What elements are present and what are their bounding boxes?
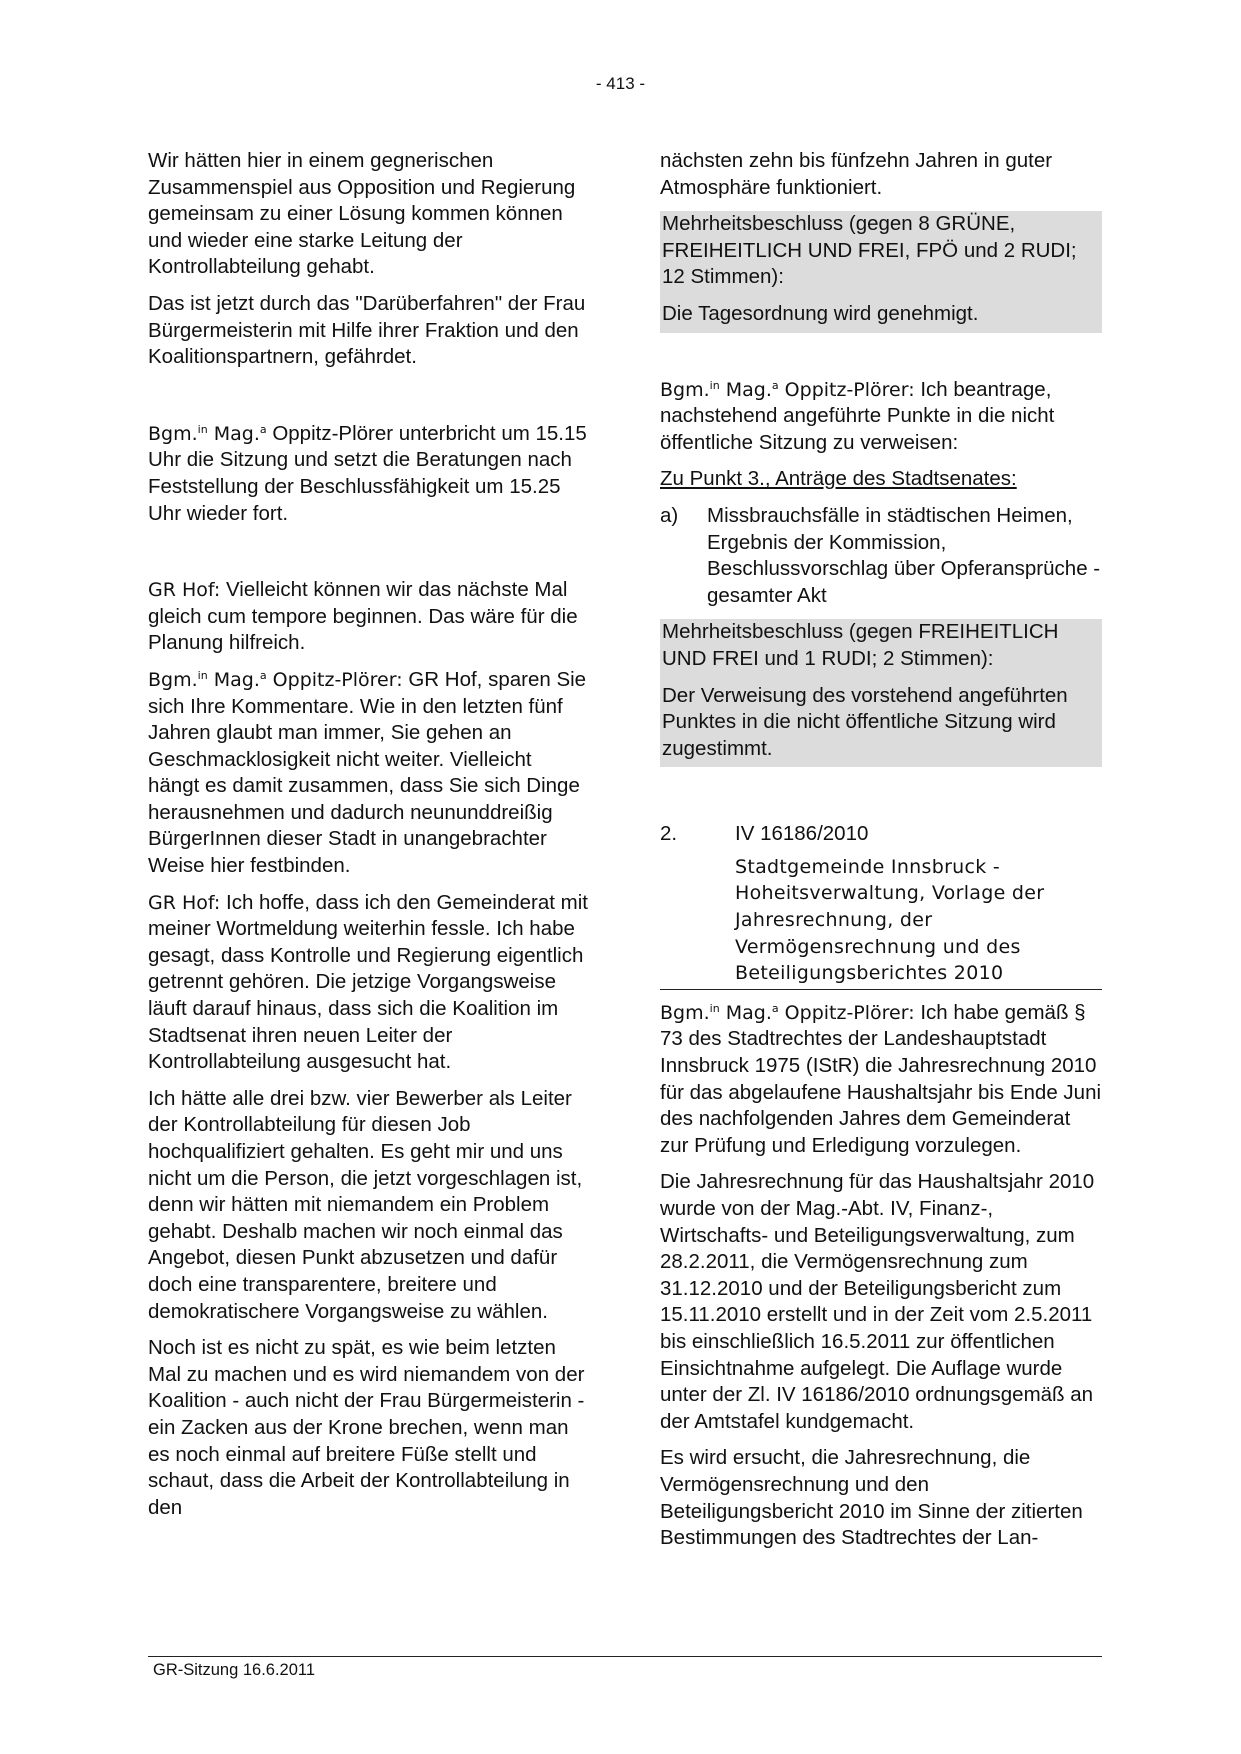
footer-divider bbox=[148, 1656, 1102, 1657]
footer-text: GR-Sitzung 16.6.2011 bbox=[153, 1661, 316, 1679]
vote-text: Mehrheitsbeschluss (gegen 8 GRÜNE, FREIHEITLICH UND FREI, FPÖ und 2 RUDI; 12 Stimmen): bbox=[662, 212, 1077, 289]
speaker: GR Hof: bbox=[148, 891, 221, 914]
mayor-statement: Bgm.$^{in}$ Mag.$^a$ Oppitz-Plörer unterbricht um 15.15 Uhr die Sitzung und setzt die Beratungen nach Feststellung der Beschlussfähigkeit um 15.25 Uhr wieder fort. bbox=[148, 421, 587, 525]
resolution-box bbox=[660, 211, 1102, 332]
resolution-box bbox=[660, 619, 1102, 767]
speaker: Oppitz-Plörer: bbox=[784, 1001, 915, 1024]
paragraph: Wir hätten hier in einem gegnerischen Zusammenspiel aus Opposition und Regierung gemeinsam zu einer Lösung kommen können und wieder eine starke Leitung der Kontrollabteilung gehabt. bbox=[148, 149, 576, 279]
vote-result: Die Tagesordnung wird genehmigt. bbox=[662, 301, 979, 325]
section-heading: Zu Punkt 3., Anträge des Stadtsenates: bbox=[660, 467, 1017, 491]
agenda-item-heading bbox=[660, 821, 1102, 848]
vote-result: Der Verweisung des vorstehend angeführten Punktes in die nicht öffentliche Sitzung wird zugestimmt. bbox=[662, 683, 1068, 760]
speaker: GR Hof: bbox=[148, 579, 221, 602]
speech: Bgm.$^{in}$ Mag.$^a$ Oppitz-Plörer: Ich beantrage, nachstehend angeführte Punkte in die nicht öffentliche Sitzung zu verweisen: bbox=[660, 377, 1055, 454]
list-item bbox=[660, 503, 1102, 609]
right-column bbox=[660, 148, 1102, 1562]
speech: Bgm.$^{in}$ Mag.$^a$ Oppitz-Plörer: Ich habe gemäß § 73 des Stadtrechtes der Landeshauptstadt Innsbruck 1975 (IStR) die Jahresrechnung 2010 für das abgelaufene Haushaltsjahr bis Ende Juni des nachfolgenden Jahres dem Gemeinderat zur Prüfung und Erledigung vorzulegen. bbox=[660, 1000, 1102, 1157]
speech: GR Hof: Ich hoffe, dass ich den Gemeinderat mit meiner Wortmeldung weiterhin fessle. Ich habe gesagt, dass Kontrolle und Regierung eigentlich getrennt gehören. Die jetzige Vorgangsweise läuft darauf hinaus, dass sich die Koalition im Stadtsenat ihren neuen Leiter der Kontrollabteilung ausgesucht hat. bbox=[148, 890, 588, 1074]
list-text: Missbrauchsfälle in städtischen Heimen, Ergebnis der Kommission, Beschlussvorschlag über Opferansprüche - gesamter Akt bbox=[707, 503, 1101, 607]
speech: GR Hof: Vielleicht können wir das nächste Mal gleich cum tempore beginnen. Das wäre für die Planung hilfreich. bbox=[148, 578, 578, 655]
agenda-title: Stadtgemeinde Innsbruck - Hoheitsverwaltung, Vorlage der Jahresrechnung, der Vermögensrechnung und des Beteiligungsberichtes 2010 bbox=[735, 855, 1045, 985]
paragraph: Die Jahresrechnung für das Haushaltsjahr 2010 wurde von der Mag.-Abt. IV, Finanz-, Wirtschafts- und Beteiligungsverwaltung, zum 28.2.2011, die Vermögensrechnung zum 31.12.2010 und der Beteiligungsbericht zum 15.11.2010 erstellt und in der Zeit vom 2.5.2011 bis einschließlich 16.5.2011 zur öffentlichen Einsichtnahme aufgelegt. Die Auflage wurde unter der Zl. IV 16186/2010 ordnungsgemäß an der Amtstafel kundgemacht. bbox=[660, 1170, 1095, 1433]
speaker: Oppitz-Plörer: bbox=[784, 378, 915, 401]
agenda-number: 2. bbox=[660, 822, 678, 846]
vote-text: Mehrheitsbeschluss (gegen FREIHEITLICH UND FREI und 1 RUDI; 2 Stimmen): bbox=[662, 620, 1059, 670]
list-label: a) bbox=[660, 503, 679, 527]
divider bbox=[660, 989, 1102, 990]
page-number: - 413 - bbox=[595, 74, 646, 93]
speech: Bgm.$^{in}$ Mag.$^a$ Oppitz-Plörer: GR Hof, sparen Sie sich Ihre Kommentare. Wie in den letzten fünf Jahren glaubt man immer, Sie gehen an Geschmacklosigkeit nicht weiter. Vielleicht hängt es damit zusammen, dass Sie sich Dinge herausnehmen und dadurch neununddreißig BürgerInnen dieser Stadt in unangebrachter Weise hier festbinden. bbox=[148, 667, 587, 878]
paragraph: Noch ist es nicht zu spät, es wie beim letzten Mal zu machen und es wird niemandem von der Koalition - auch nicht der Frau Bürgermeisterin - ein Zacken aus der Krone brechen, wenn man es noch einmal auf breitere Füße stellt und schaut, dass die Arbeit der Kontrollabteilung in den bbox=[148, 1336, 585, 1519]
speaker: Oppitz-Plörer: bbox=[272, 668, 403, 691]
paragraph: Das ist jetzt durch das "Darüberfahren" der Frau Bürgermeisterin mit Hilfe ihrer Fraktion und den Koalitionspartnern, gefährdet. bbox=[148, 291, 586, 369]
paragraph: Ich hätte alle drei bzw. vier Bewerber als Leiter der Kontrollabteilung für diesen Job hochqualifiziert gehalten. Es geht mir und uns nicht um die Person, die jetzt vorgeschlagen ist, denn wir hätten mit niemandem ein Problem gehabt. Deshalb machen wir noch einmal das Angebot, diesen Punkt abzusetzen und dafür doch eine transparentere, breitere und demokratischere Vorgangsweise zu wählen. bbox=[148, 1086, 583, 1323]
agenda-reference: IV 16186/2010 bbox=[735, 822, 869, 846]
left-column bbox=[148, 148, 588, 1531]
paragraph: nächsten zehn bis fünfzehn Jahren in guter Atmosphäre funktioniert. bbox=[660, 149, 1053, 199]
paragraph: Es wird ersucht, die Jahresrechnung, die Vermögensrechnung und den Beteiligungsbericht 2010 im Sinne der zitierten Bestimmungen des Stadtrechtes der Lan- bbox=[660, 1446, 1083, 1550]
